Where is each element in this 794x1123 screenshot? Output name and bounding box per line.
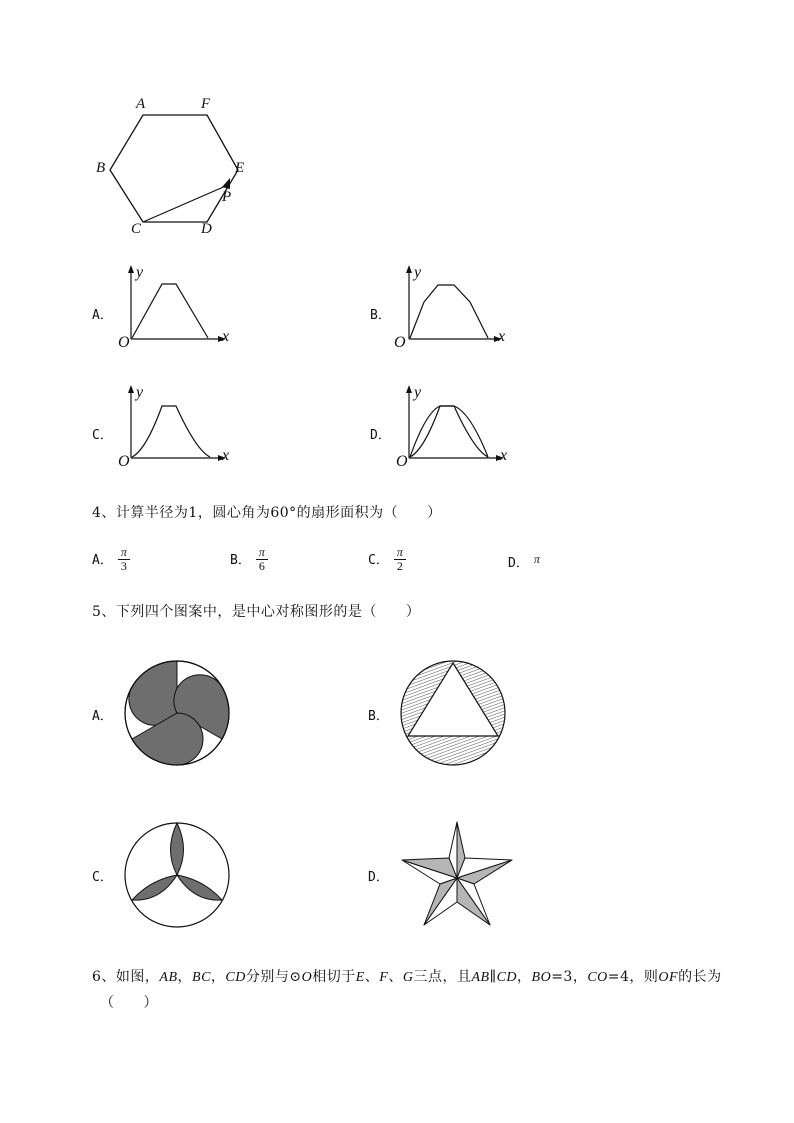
y-axis-label: y — [136, 384, 144, 401]
point-label-p: P — [222, 189, 232, 205]
question-5-text: 5、下列四个图案中，是中心对称图形的是（ ） — [92, 604, 421, 620]
y-axis-label: y — [136, 264, 144, 281]
fraction-pi-over-3: $\frac{\pi}{3}$ — [118, 546, 130, 573]
q5-option-d — [368, 820, 528, 930]
option-letter: C． — [92, 428, 113, 443]
triangle-in-circle-icon — [398, 660, 508, 770]
x-axis-label: x — [222, 328, 230, 345]
origin-label: O — [118, 453, 130, 470]
question-6-answer-blank: （ ） — [100, 995, 158, 1011]
graph-option-a — [90, 262, 250, 357]
vertex-label-c: C — [131, 221, 142, 237]
graph-option-b — [368, 262, 528, 357]
q4-option-a — [92, 546, 130, 573]
five-point-star-icon — [400, 820, 515, 930]
vertex-label-d: D — [201, 221, 212, 237]
swirl-circle-icon — [122, 660, 232, 770]
pi-value: π — [533, 552, 540, 566]
option-letter: D． — [370, 428, 391, 443]
vertex-label-f: F — [201, 96, 211, 112]
option-letter: D． — [508, 556, 529, 571]
q4-option-c — [368, 546, 406, 573]
q4-option-d — [508, 552, 540, 571]
hexagon-figure — [90, 90, 260, 250]
option-letter: C． — [92, 870, 113, 885]
origin-label: O — [118, 334, 130, 351]
option-letter: A． — [92, 553, 113, 568]
fraction-pi-over-6: $\frac{\pi}{6}$ — [256, 546, 268, 573]
x-axis-label: x — [222, 447, 230, 464]
fraction-pi-over-2: $\frac{\pi}{2}$ — [394, 546, 406, 573]
graph-option-c — [90, 382, 250, 477]
vertex-label-a: A — [136, 96, 146, 112]
x-axis-label: x — [500, 447, 508, 464]
question-4-text: 4、计算半径为1，圆心角为60°的扇形面积为（ ） — [92, 505, 442, 521]
option-letter: B． — [370, 308, 391, 323]
y-axis-label: y — [414, 264, 422, 281]
three-petal-circle-icon — [122, 820, 232, 930]
vertex-label-e: E — [235, 160, 245, 176]
q5-option-c — [92, 820, 252, 930]
option-letter: D． — [368, 870, 389, 885]
x-axis-label: x — [498, 328, 506, 345]
vertex-label-b: B — [96, 160, 106, 176]
q5-option-a — [92, 660, 252, 770]
graph-option-d — [368, 382, 528, 477]
q4-option-b — [230, 546, 268, 573]
option-letter: B． — [230, 553, 251, 568]
q5-option-b — [368, 660, 528, 770]
question-6-text: 6、如图，AB，BC，CD分别与⊙O相切于E、F、G三点，且AB∥CD，BO=3，CO=4，则OF的长为 — [92, 969, 722, 985]
origin-label: O — [396, 453, 408, 470]
option-letter: A． — [92, 709, 113, 724]
option-letter: A． — [92, 308, 113, 323]
origin-label: O — [394, 334, 406, 351]
option-letter: B． — [368, 709, 389, 724]
y-axis-label: y — [414, 384, 422, 401]
option-letter: C． — [368, 553, 389, 568]
